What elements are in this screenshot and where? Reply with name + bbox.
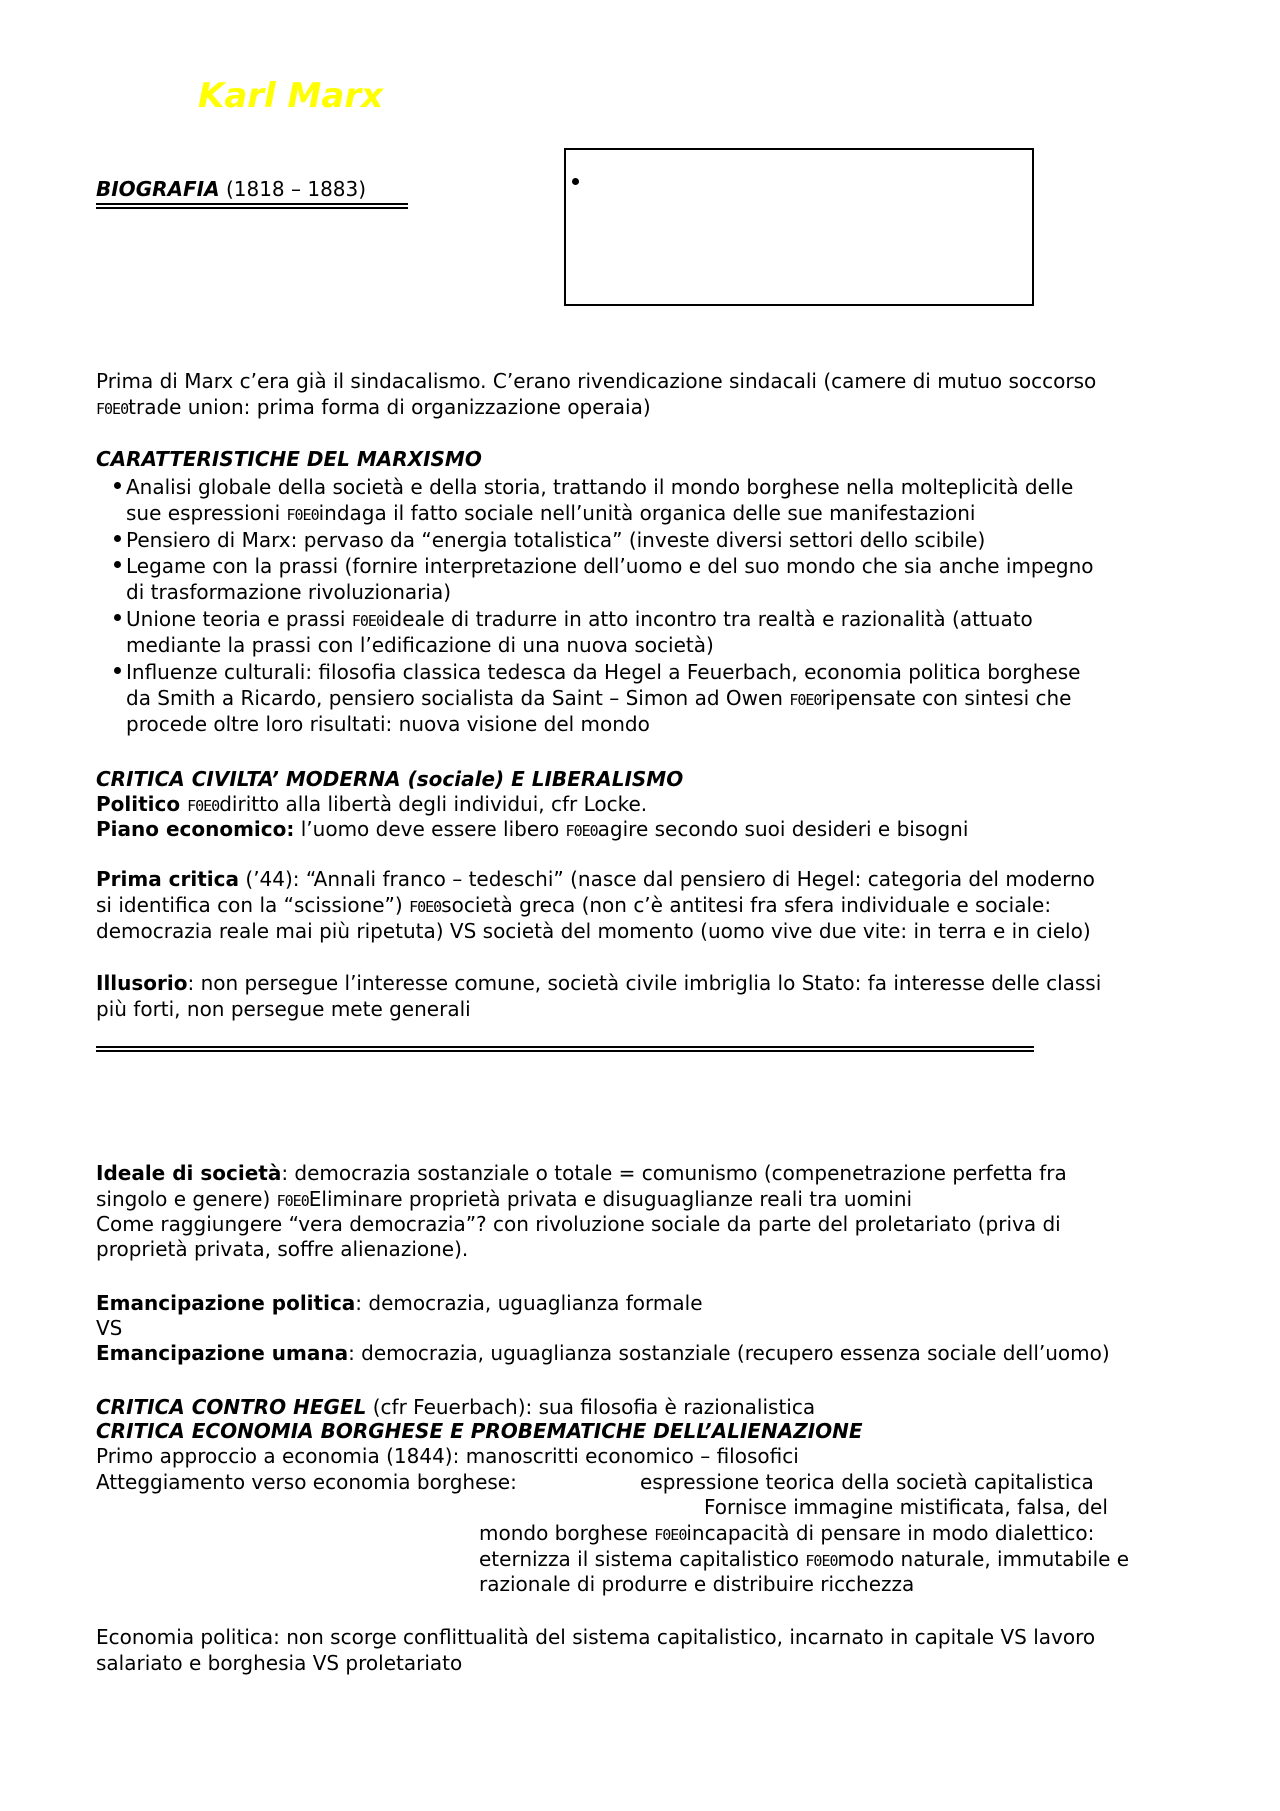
arrow-glyph-icon: F0E0 [409,898,442,916]
economia-line-4 [479,1520,1094,1548]
bullet-4-text-a: Unione teoria e prassi [126,607,352,631]
bullet-5-line-2 [126,685,1071,713]
bullet-icon [114,614,121,621]
prima-critica-label: Prima critica [96,867,240,891]
biografia-heading [96,176,366,202]
economico-label: Piano economico: [96,817,295,841]
prima-critica-line-3: democrazia reale mai più ripetuta) VS società del momento (uomo vive due vite: in terra e in cielo) [96,919,1091,943]
emancipazione-politica-text: : democrazia, uguaglianza formale [355,1291,703,1315]
box-bullet-icon [572,178,579,185]
economia-text-5b: modo naturale, immutabile e [837,1547,1130,1571]
illusorio-text-1: : non persegue l’interesse comune, società civile imbriglia lo Stato: fa interesse delle classi [187,971,1102,995]
politico-label: Politico [96,792,188,816]
prima-critica-line-2 [96,892,1051,920]
arrow-glyph-icon: F0E0 [805,1552,838,1570]
bullet-icon [114,667,121,674]
section-rule [96,1046,1034,1052]
economico-line [96,816,968,844]
emancipazione-umana-text: : democrazia, uguaglianza sostanziale (recupero essenza sociale dell’uomo) [348,1341,1110,1365]
bullet-3-line-1: Legame con la prassi (fornire interpretazione dell’uomo e del suo mondo che sia anche impegno [126,554,1094,578]
prima-critica-text-2a: si identifica con la “scissione”) [96,893,410,917]
intro-line-2 [96,394,651,422]
intro-line-2-text: trade union: prima forma di organizzazione operaia) [128,395,651,419]
document-title: Karl Marx [198,76,384,116]
bullet-icon [114,535,121,542]
bullet-3-line-2: di trasformazione rivoluzionaria) [126,580,452,604]
arrow-glyph-icon: F0E0 [187,797,220,815]
biografia-years: (1818 – 1883) [225,177,367,201]
economico-text-b: agire secondo suoi desideri e bisogni [597,817,969,841]
bullet-icon [114,482,121,489]
biografia-label: BIOGRAFIA [96,177,220,201]
economia-politica-line-1: Economia politica: non scorge conflittualità del sistema capitalistico, incarnato in capitale VS lavoro [96,1625,1096,1649]
politico-text: diritto alla libertà degli individui, cfr Locke. [219,792,648,816]
empty-bullet-box [564,148,1034,306]
arrow-glyph-icon: F0E0 [276,1192,309,1210]
economia-line-2a: Atteggiamento verso economia borghese: [96,1470,517,1494]
ideale-text-2b: Eliminare proprietà privata e disuguaglianze reali tra uomini [308,1187,913,1211]
economia-line-1: Primo approccio a economia (1844): manoscritti economico – filosofici [96,1444,799,1468]
bullet-4-line-2: mediante la prassi con l’edificazione di una nuova società) [126,633,714,657]
bullet-5-text-a: da Smith a Ricardo, pensiero socialista da Saint – Simon ad Owen [126,686,790,710]
emancipazione-umana-label: Emancipazione umana [96,1341,349,1365]
hegel-text: (cfr Feuerbach): sua filosofia è razionalistica [366,1395,816,1419]
ideale-text-1: : democrazia sostanziale o totale = comunismo (compenetrazione perfetta fra [281,1161,1067,1185]
economia-text-4a: mondo borghese [479,1521,655,1545]
economia-line-3: Fornisce immagine mistificata, falsa, del [704,1495,1108,1519]
bullet-icon [114,561,121,568]
ideale-line-4: proprietà privata, soffre alienazione). [96,1237,469,1261]
critica-civilta-heading: CRITICA CIVILTA’ MODERNA (sociale) E LIBERALISMO [96,767,684,791]
caratteristiche-heading: CARATTERISTICHE DEL MARXISMO [96,447,482,471]
arrow-glyph-icon: F0E0 [654,1526,687,1544]
hegel-heading: CRITICA CONTRO HEGEL [96,1395,367,1419]
arrow-glyph-icon: F0E0 [565,822,598,840]
bullet-5-line-1: Influenze culturali: filosofia classica tedesca da Hegel a Feuerbach, economia politica borghese [126,660,1081,684]
emancipazione-umana-line [96,1340,1110,1366]
ideale-line-2 [96,1186,912,1214]
prima-critica-line-1 [96,866,1095,892]
intro-line-1: Prima di Marx c’era già il sindacalismo. C’erano rivendicazione sindacali (camere di mutuo soccorso [96,369,1097,393]
arrow-glyph-icon: F0E0 [351,612,384,630]
ideale-label: Ideale di società [96,1161,282,1185]
bullet-1-text-a: sue espressioni [126,501,287,525]
vs-line: VS [96,1316,123,1340]
bullet-1-line-2 [126,500,975,528]
illusorio-line-2: più forti, non persegue mete generali [96,997,471,1021]
politico-line [96,791,647,819]
ideale-text-2a: singolo e genere) [96,1187,277,1211]
ideale-line-3: Come raggiungere “vera democrazia”? con rivoluzione sociale da parte del proletariato (priva di [96,1212,1061,1236]
illusorio-line-1 [96,970,1101,996]
ideale-line-1 [96,1160,1067,1186]
bullet-4-line-1 [126,606,1033,634]
arrow-glyph-icon: F0E0 [96,400,129,418]
bullet-4-text-b: ideale di tradurre in atto incontro tra realtà e razionalità (attuato [383,607,1033,631]
bullet-1-line-1: Analisi globale della società e della storia, trattando il mondo borghese nella molteplicità delle [126,475,1074,499]
bullet-5-text-b: ripensate con sintesi che [821,686,1072,710]
arrow-glyph-icon: F0E0 [286,506,319,524]
biografia-rule [96,203,408,209]
economia-heading: CRITICA ECONOMIA BORGHESE E PROBEMATICHE DELL’ALIENAZIONE [96,1419,863,1443]
economia-text-4b: incapacità di pensare in modo dialettico: [686,1521,1095,1545]
arrow-glyph-icon: F0E0 [789,691,822,709]
emancipazione-politica-line [96,1290,703,1316]
economia-line-5 [479,1546,1129,1574]
bullet-5-line-3: procede oltre loro risultati: nuova visione del mondo [126,712,650,736]
emancipazione-politica-label: Emancipazione politica [96,1291,356,1315]
illusorio-label: Illusorio [96,971,188,995]
economico-text-a: l’uomo deve essere libero [294,817,566,841]
economia-line-2b: espressione teorica della società capitalistica [640,1470,1094,1494]
prima-critica-text-1: (’44): “Annali franco – tedeschi” (nasce dal pensiero di Hegel: categoria del moderno [239,867,1095,891]
economia-line-6: razionale di produrre e distribuire ricchezza [479,1572,915,1596]
bullet-2-line-1: Pensiero di Marx: pervaso da “energia totalistica” (investe diversi settori dello scibile) [126,528,986,552]
economia-text-5a: eternizza il sistema capitalistico [479,1547,806,1571]
hegel-line [96,1394,815,1420]
economia-politica-line-2: salariato e borghesia VS proletariato [96,1651,463,1675]
bullet-1-text-b: indaga il fatto sociale nell’unità organica delle sue manifestazioni [318,501,976,525]
prima-critica-text-2b: società greca (non c’è antitesi fra sfera individuale e sociale: [441,893,1052,917]
